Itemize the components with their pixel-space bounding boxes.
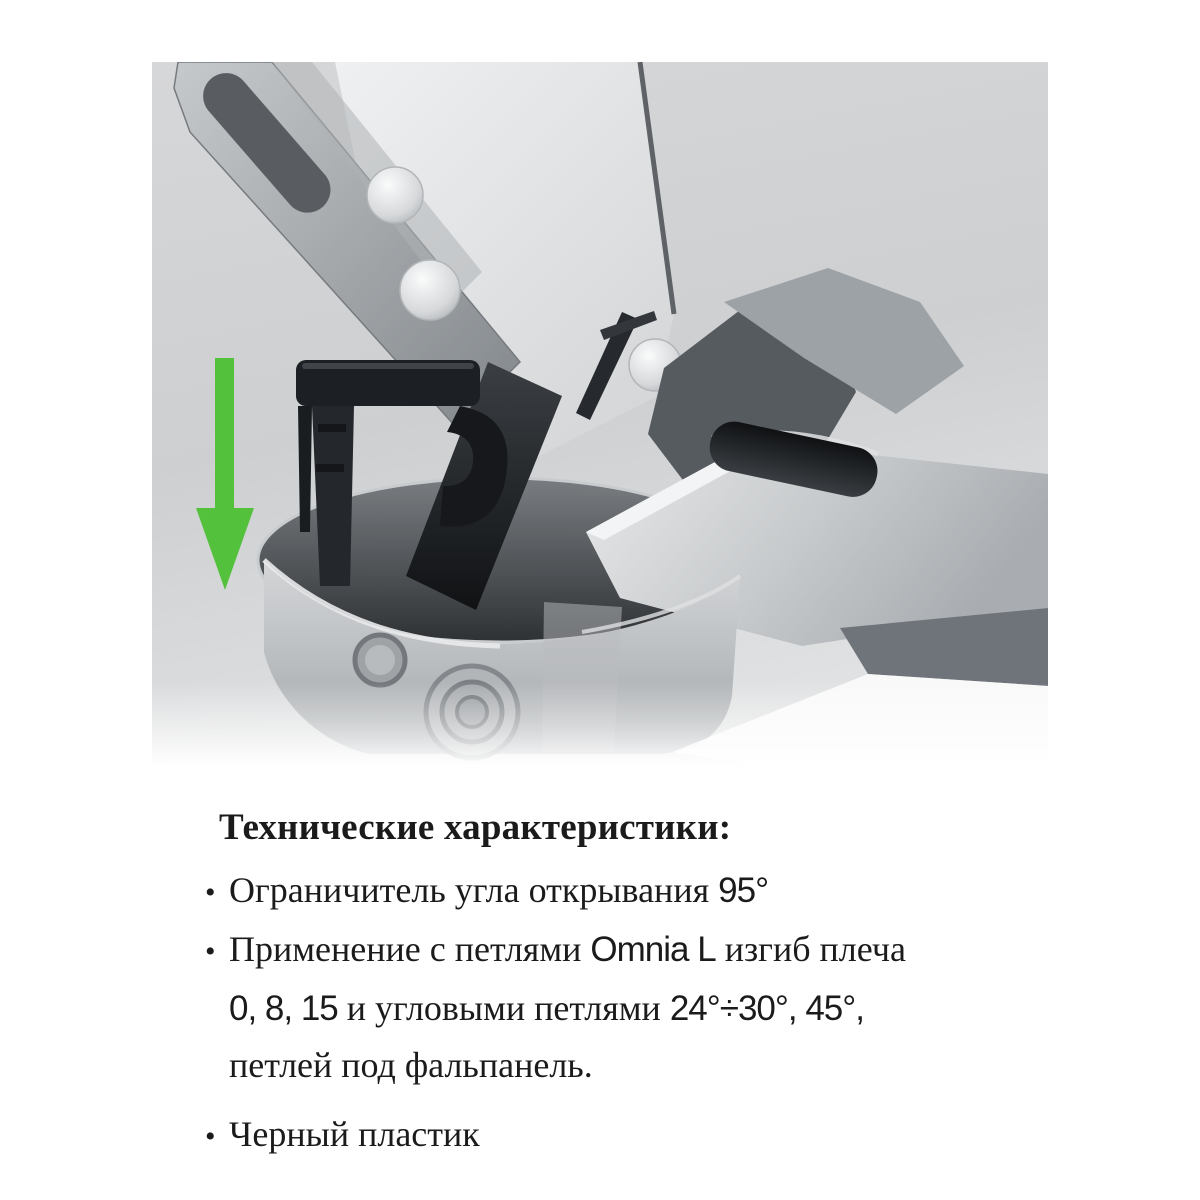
spec-text: и угловыми петлями [337, 988, 670, 1028]
spec-item-application-cont2 [205, 1037, 1085, 1094]
spec-text: петлей под фальпанель. [229, 1045, 593, 1085]
spec-text: изгиб плеча [715, 929, 906, 969]
spec-item-material [205, 1106, 1085, 1165]
spec-value-arms: 0, 8, 15 [229, 989, 338, 1028]
spec-item-application [205, 921, 1085, 980]
spec-value-angles: 24°÷30°, 45°, [669, 989, 864, 1028]
spec-text: Применение с петлями [229, 929, 591, 969]
specs-heading: Технические характеристики: [219, 807, 732, 848]
product-photo [152, 62, 1048, 765]
spec-text: Черный пластик [229, 1114, 480, 1154]
photo-fade [152, 674, 1048, 765]
spec-value-angle: 95° [718, 871, 769, 910]
spec-item-opening-angle [205, 862, 1085, 921]
bullet-marker: • [205, 1120, 216, 1153]
spec-text: Ограничитель угла открывания [229, 870, 719, 910]
bullet-marker: • [205, 935, 216, 968]
hinge-illustration [152, 62, 1048, 765]
spec-item-application-cont1 [205, 980, 1085, 1037]
technical-specs [205, 806, 1085, 1165]
bullet-marker: • [205, 876, 216, 909]
spec-product-name: Omnia L [590, 930, 716, 969]
